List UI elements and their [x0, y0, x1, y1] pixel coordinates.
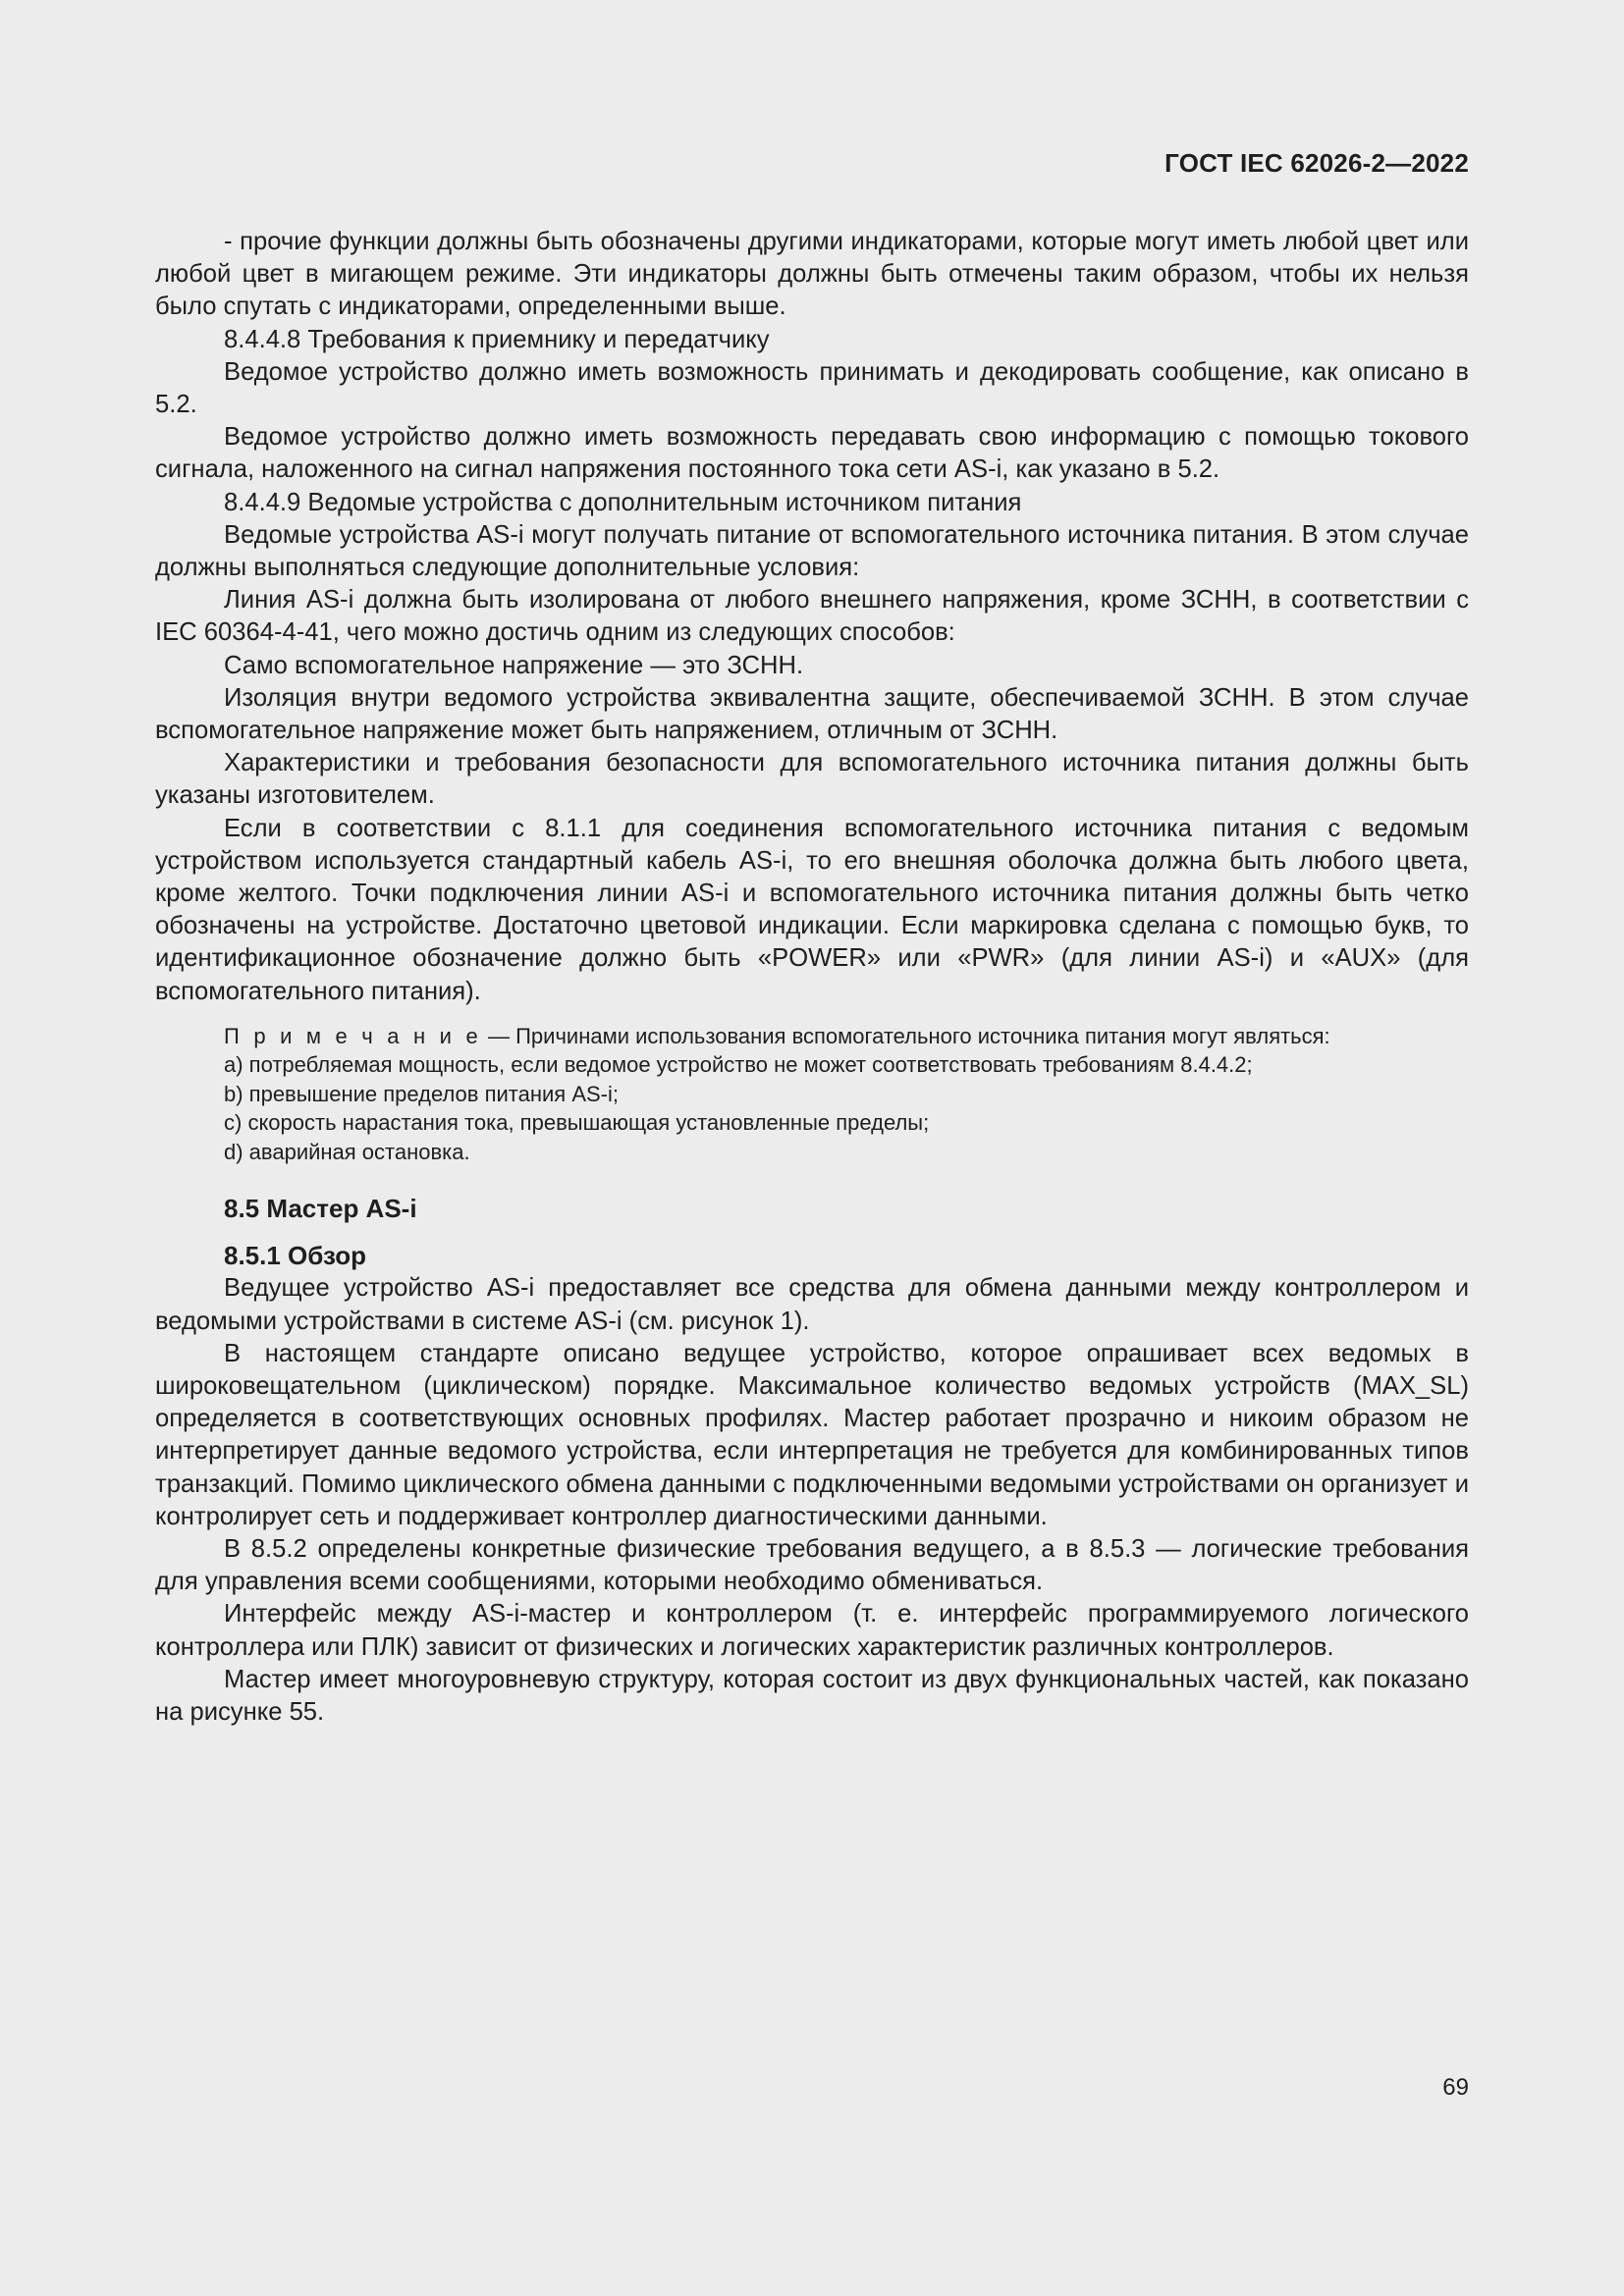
section-heading-8-5-1: 8.5.1 Обзор [224, 1241, 367, 1271]
paragraph: Интерфейс между AS-i-мастер и контроллером (т. е. интерфейс программируемого логического контроллера или ПЛК) зависит от физических и логических характеристик различных контроллеров. [155, 1600, 1469, 1661]
clause-title-8-4-4-8: 8.4.4.8 Требования к приемнику и передатчику [224, 325, 770, 353]
paragraph: Ведомое устройство должно иметь возможность передавать свою информацию с помощью токового сигнала, наложенного на сигнал напряжения постоянного тока сети AS-i, как указано в 5.2. [155, 423, 1469, 484]
clause-title-8-4-4-9: 8.4.4.9 Ведомые устройства с дополнительным источником питания [224, 488, 1022, 516]
section-heading-8-5: 8.5 Мастер AS-i [224, 1194, 417, 1224]
note-intro: — Причинами использования вспомогательного источника питания могут являться: [481, 1023, 1330, 1048]
paragraph: В 8.5.2 определены конкретные физические требования ведущего, а в 8.5.3 — логические требования для управления всеми сообщениями, которыми необходимо обмениваться. [155, 1535, 1469, 1596]
note-item: a) потребляемая мощность, если ведомое устройство не может соответствовать требованиям 8.4.4.2; [224, 1052, 1253, 1078]
note-block [155, 1022, 1469, 1167]
paragraph: Ведомое устройство должно иметь возможность принимать и декодировать сообщение, как описано в 5.2. [155, 357, 1469, 419]
paragraph: Характеристики и требования безопасности для вспомогательного источника питания должны быть указаны изготовителем. [155, 749, 1469, 810]
paragraph: Линия AS-i должна быть изолирована от любого внешнего напряжения, кроме ЗСНН, в соответствии с IEC 60364-4-41, чего можно достичь одним из следующих способов: [155, 586, 1469, 647]
paragraph: Ведомые устройства AS-i могут получать питание от вспомогательного источника питания. В этом случае должны выполняться следующие дополнительные условия: [155, 520, 1469, 582]
page-body [155, 226, 1469, 1729]
paragraph: Ведущее устройство AS-i предоставляет все средства для обмена данными между контроллером и ведомыми устройствами в системе AS-i (см. рисунок 1). [155, 1274, 1469, 1335]
document-code-header: ГОСТ IEC 62026-2—2022 [1164, 148, 1469, 178]
paragraph: - прочие функции должны быть обозначены другими индикаторами, которые могут иметь любой цвет или любой цвет в мигающем режиме. Эти индикаторы должны быть отмечены таким образом, чтобы их нельзя было спутать с индикаторами, определенными выше. [155, 228, 1469, 321]
note-item: b) превышение пределов питания AS-i; [224, 1081, 619, 1106]
note-item: d) аварийная остановка. [224, 1139, 470, 1164]
paragraph: Мастер имеет многоуровневую структуру, которая состоит из двух функциональных частей, как показано на рисунке 55. [155, 1665, 1469, 1727]
note-intro-line [224, 1022, 1469, 1051]
paragraph: Изоляция внутри ведомого устройства эквивалентна защите, обеспечиваемой ЗСНН. В этом случае вспомогательное напряжение может быть напряжением, отличным от ЗСНН. [155, 683, 1469, 745]
paragraph: Само вспомогательное напряжение — это ЗСНН. [224, 651, 804, 679]
page-number: 69 [1442, 2074, 1469, 2101]
paragraph: Если в соответствии с 8.1.1 для соединения вспомогательного источника питания с ведомым устройством используется стандартный кабель AS-i, то его внешняя оболочка должна быть любого цвета, кроме желтого. Точки подключения линии AS-i и вспомогательного источника питания должны быть четко обозначены на устройстве. Достаточно цветовой индикации. Если маркировка сделана с помощью букв, то идентификационное обозначение должно быть «POWER» или «PWR» (для линии AS-i) и «AUX» (для вспомогательного питания). [155, 814, 1469, 1005]
paragraph: В настоящем стандарте описано ведущее устройство, которое опрашивает всех ведомых в широковещательном (циклическом) порядке. Максимальное количество ведомых устройств (MAX_SL) определяется в соответствующих основных профилях. Мастер работает прозрачно и никоим образом не интерпретирует данные ведомого устройства, если интерпретация не требуется для комбинированных типов транзакций. Помимо циклического обмена данными с подключенными ведомыми устройствами он организует и контролирует сеть и поддерживает контроллер диагностическими данными. [155, 1339, 1469, 1530]
note-label: П р и м е ч а н и е [224, 1023, 482, 1048]
note-item: c) скорость нарастания тока, превышающая установленные пределы; [224, 1110, 930, 1136]
